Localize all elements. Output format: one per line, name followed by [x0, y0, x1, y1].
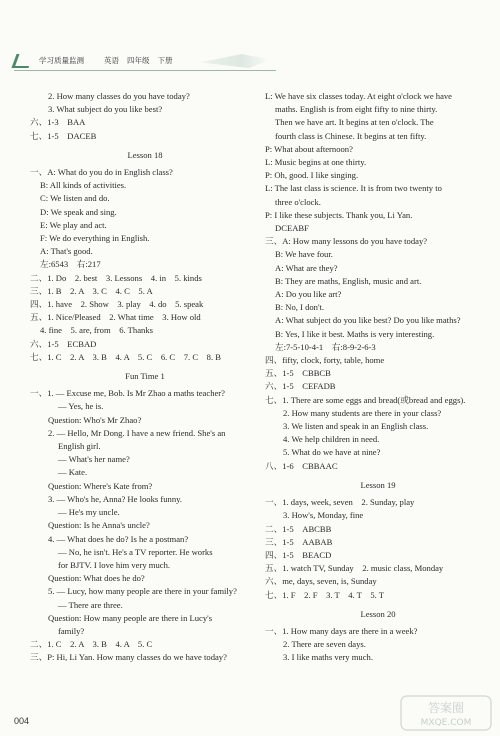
svg-text:MXQE.COM: MXQE.COM — [420, 718, 472, 728]
answer-line: 三、1-5 AABAB — [265, 536, 333, 547]
answer-line: L: We have six classes today. At eight o'clock we have — [265, 91, 453, 101]
answer-line: family? — [58, 625, 85, 636]
answer-line: P: I like these subjects. Thank you, Li Yan. — [265, 209, 413, 220]
answer-line: Question: Is he Anna's uncle? — [48, 520, 150, 531]
answer-line: 一、1. — Excuse me, Bob. Is Mr Zhao a maths teacher? — [30, 388, 225, 399]
answer-line: D: We speak and sing. — [40, 206, 117, 217]
answer-line: — There are three. — [58, 599, 123, 610]
answer-line: — No, he isn't. He's a TV reporter. He works — [58, 546, 213, 557]
section-title: Fun Time 1 — [125, 371, 165, 382]
answer-line: F: We do everything in English. — [40, 233, 150, 244]
answer-line: 六、1-5 ECBAD — [30, 338, 97, 349]
answer-line: L: Music begins at one thirty. — [265, 157, 367, 168]
answer-line: English girl. — [58, 441, 101, 452]
answer-line: B: They are maths, English, music and art. — [275, 275, 422, 286]
answer-line: 5. What do we have at nine? — [283, 447, 381, 458]
answer-line: 左:6543 右:217 — [40, 259, 101, 270]
answer-line: 4. fine 5. are, from 6. Thanks — [40, 325, 153, 336]
answer-line: DCEABF — [275, 223, 309, 234]
page-number: 004 — [14, 716, 30, 726]
answer-line: P: What about afternoon? — [265, 143, 353, 154]
answer-line: Then we have art. It begins at ten o'clock. The — [275, 117, 434, 128]
page-header — [0, 0, 500, 80]
answer-line: A: That's good. — [40, 246, 93, 257]
answer-line: for BJTV. I love him very much. — [58, 559, 171, 570]
answer-line: 五、1. Nice/Pleased 2. What time 3. How old — [30, 312, 201, 323]
answer-line: E: We play and act. — [40, 219, 107, 230]
answer-line: 2. How many students are there in your class? — [283, 407, 442, 418]
answer-line: 七、1. There are some eggs and bread(或bread and eggs). — [265, 394, 466, 405]
answer-line: 六、me, days, seven, is, Sunday — [265, 576, 377, 587]
answer-line: Question: Where's Kate from? — [48, 480, 153, 491]
answer-line: 二、1-5 ABCBB — [265, 523, 332, 534]
series-logo-icon — [11, 54, 33, 68]
right-column — [265, 90, 491, 665]
answer-line: 4. We help children in need. — [283, 434, 380, 445]
answer-line: 5. — Lucy, how many people are there in your family? — [48, 586, 237, 597]
answer-line: — What's her name? — [58, 454, 130, 465]
answer-line: 六、1-3 BAA — [30, 117, 86, 128]
answer-line: A: What are they? — [275, 262, 338, 273]
answer-line: Question: What does he do? — [48, 573, 145, 584]
answer-line: 七、1. F 2. F 3. T 4. T 5. T — [265, 589, 385, 600]
section-title: Lesson 19 — [360, 479, 396, 490]
watermark-logo — [400, 695, 492, 731]
answer-line: 三、1. B 2. A 3. C 4. C 5. A — [30, 285, 153, 296]
answer-line: 3. I like maths very much. — [283, 652, 373, 663]
answer-line: P: Oh, good. I like singing. — [265, 170, 359, 181]
answer-line: 3. What subject do you like best? — [48, 104, 163, 115]
answer-line: maths. English is from eight fifty to nine thirty. — [275, 104, 438, 115]
answer-line: B: No, I don't. — [275, 302, 325, 313]
watermark-logo-icon — [400, 695, 492, 731]
header-grade: 四年级 — [127, 56, 150, 66]
answer-line: 左:7-5-10-4-1 右:8-9-2-6-3 — [275, 341, 376, 352]
header-bar — [14, 53, 214, 69]
answer-line: 三、P: Hi, Li Yan. How many classes do we have today? — [30, 652, 227, 663]
answer-line: 4. — What does he do? Is he a postman? — [48, 533, 189, 544]
answer-line: — Yes, he is. — [58, 401, 104, 412]
answer-line: 一、1. days, week, seven 2. Sunday, play — [265, 497, 415, 508]
answer-line: fourth class is Chinese. It begins at ten fifty. — [275, 130, 427, 141]
answer-line: Question: Who's Mr Zhao? — [48, 414, 142, 425]
answer-line: — Kate. — [58, 467, 88, 478]
answer-line: three o'clock. — [275, 196, 321, 207]
answer-line: C: We listen and do. — [40, 193, 110, 204]
answer-line: B: We have four. — [275, 249, 333, 260]
svg-text:答案圈: 答案圈 — [427, 701, 465, 715]
answer-line: 二、1. Do 2. best 3. Lessons 4. in 5. kinds — [30, 272, 202, 283]
answer-line: 六、1-5 CEFADB — [265, 381, 336, 392]
answer-line: 3. We listen and speak in an English class. — [283, 421, 429, 432]
header-series: 学习质量监测 — [39, 56, 84, 66]
answer-line: 五、1. watch TV, Sunday 2. music class, Monday — [265, 563, 444, 574]
header-rule — [14, 70, 276, 71]
answer-line: 2. There are seven days. — [283, 639, 366, 650]
answer-line: 一、A: What do you do in English class? — [30, 167, 173, 178]
answer-line: 2. — Hello, Mr Dong. I have a new friend. She's an — [48, 427, 226, 438]
answer-line: 四、fifty, clock, forty, table, home — [265, 355, 385, 366]
answer-line: 五、1-5 CBBCB — [265, 368, 331, 379]
answer-line: 四、1-5 BEACD — [265, 549, 332, 560]
answer-line: A: Do you like art? — [275, 289, 342, 300]
answer-line: Question: How many people are there in Lucy's — [48, 612, 213, 623]
answer-line: — He's my uncle. — [58, 507, 120, 518]
answer-line: 一、1. How many days are there in a week? — [265, 625, 418, 636]
answer-line: 八、1-6 CBBAAC — [265, 460, 338, 471]
answer-line: 2. How many classes do you have today? — [48, 91, 190, 101]
answer-line: 四、1. have 2. Show 3. play 4. do 5. speak — [30, 299, 204, 310]
left-column — [30, 90, 260, 665]
section-title: Lesson 18 — [127, 149, 163, 160]
header-subject: 英语 — [104, 56, 119, 66]
answer-line: 3. — Who's he, Anna? He looks funny. — [48, 493, 183, 504]
answer-line: B: Yes, I like it best. Maths is very interesting. — [275, 328, 435, 339]
answer-line: 3. How's, Monday, fine — [283, 510, 364, 521]
section-title: Lesson 20 — [360, 608, 396, 619]
answer-line: A: What subject do you like best? Do you like maths? — [275, 315, 461, 326]
answer-line: 七、1-5 DACEB — [30, 130, 97, 141]
answer-line: B: All kinds of activities. — [40, 180, 127, 191]
answer-line: 三、A: How many lessons do you have today? — [265, 236, 428, 247]
header-term: 下册 — [157, 56, 173, 66]
answer-line: 二、1. C 2. A 3. B 4. A 5. C — [30, 639, 153, 650]
answer-line: L: The last class is science. It is from two twenty to — [265, 183, 442, 194]
answer-line: 七、1. C 2. A 3. B 4. A 5. C 6. C 7. C 8. B — [30, 351, 222, 362]
